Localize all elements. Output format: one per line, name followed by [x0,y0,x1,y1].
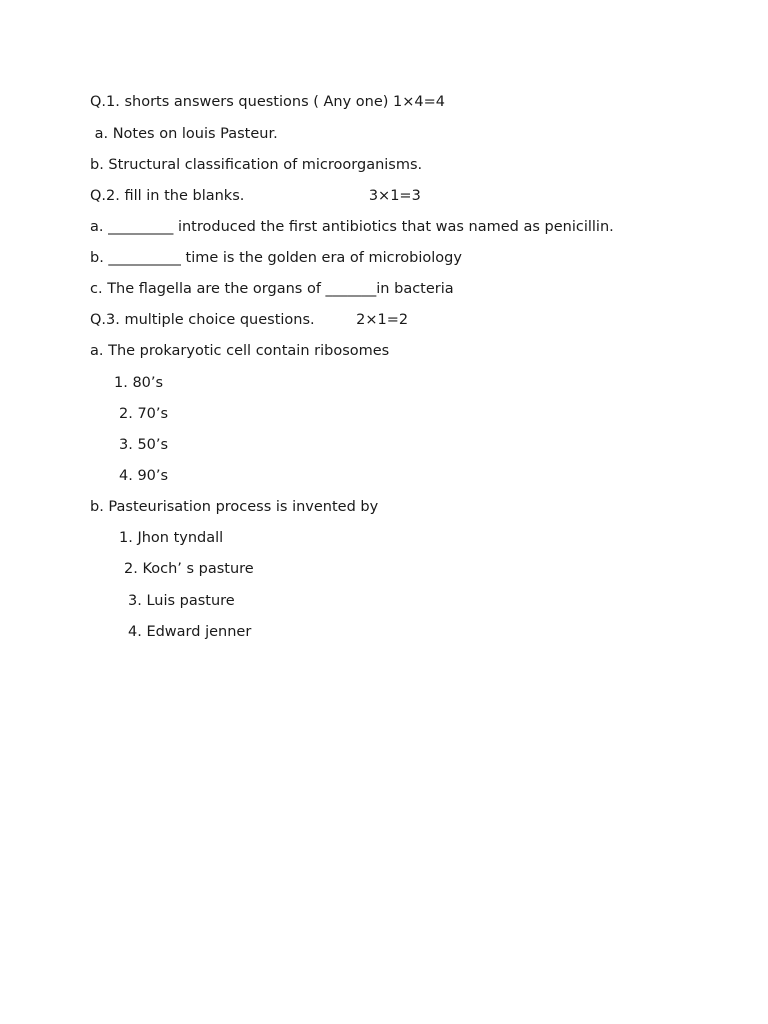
q1-heading: Q.1. shorts answers questions ( Any one) 1×4=4 [90,94,446,110]
q3-heading: Q.3. multiple choice questions. 2×1=2 [90,312,409,328]
q3-item-a-option-4: 4. 90’s [119,468,169,484]
q3-item-b-option-4: 4. Edward jenner [128,624,252,640]
q2-item-c: c. The flagella are the organs of _______in bacteria [90,281,454,297]
q2-heading: Q.2. fill in the blanks. 3×1=3 [90,188,421,204]
q1-item-a: a. Notes on louis Pasteur. [90,126,278,142]
q3-item-a-option-3: 3. 50’s [119,437,169,453]
q1-item-b: b. Structural classification of microorganisms. [90,157,423,173]
q2-item-a: a. _________ introduced the first antibiotics that was named as penicillin. [90,219,614,235]
q3-item-b-option-1: 1. Jhon tyndall [119,530,224,546]
q3-item-a-option-2: 2. 70’s [119,406,169,422]
q3-item-a-option-1: 1. 80’s [114,375,164,391]
q3-item-a-question: a. The prokaryotic cell contain ribosomes [90,343,390,359]
q3-item-b-question: b. Pasteurisation process is invented by [90,499,379,515]
q2-item-b: b. __________ time is the golden era of microbiology [90,250,462,266]
q3-item-b-option-3: 3. Luis pasture [128,593,235,609]
q3-item-b-option-2: 2. Koch’ s pasture [124,561,254,577]
